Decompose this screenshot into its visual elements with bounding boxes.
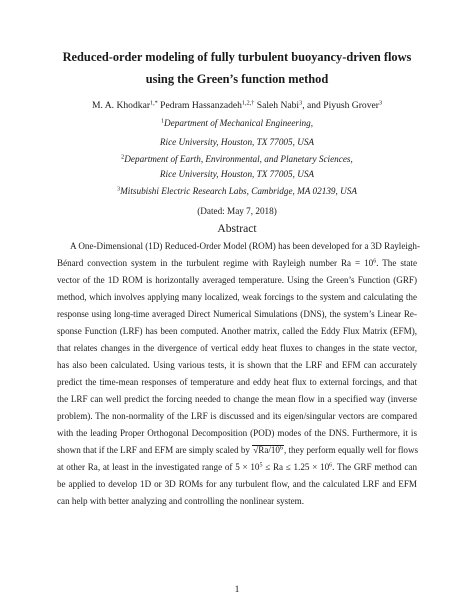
abstract-line: the LRF can well predict the forcing needed to change the mean flow in a specified way (inverse [57,394,417,404]
author-affiliation-mark: 3 [378,99,383,107]
author-name: M. A. Khodkar [91,100,151,111]
abstract-heading: Abstract [217,222,257,235]
abstract-line: that relates changes in the divergence of vertical eddy heat fluxes to changes in the state vector, [57,343,417,353]
affiliation-text: Department of Mechanical Engineering, [164,118,314,128]
author-name: Piyush Grover [323,100,379,111]
affiliation-1-line-2: Rice University, Houston, TX 77005, USA [159,137,315,147]
abstract-line: method, which involves applying many localized, weak forcings to the system and calculating the [57,292,417,302]
abstract-line: predict the time-mean responses of temperature and eddy heat flux to external forcings, and that [57,377,417,387]
abstract-line: sponse Function (LRF) has been computed. Another matrix, called the Eddy Flux Matrix (EFM), [57,326,417,336]
abstract-line: at other Ra, at least in the investigated range of $5 \times 10^5 \le Ra \le 1.25 \times 10^6$. The GRF method can [57,462,417,472]
paper-title-line-1: Reduced-order modeling of fully turbulent buoyancy-driven flows [62,50,412,64]
abstract-line: A One-Dimensional (1D) Reduced-Order Model (ROM) has been developed for a 3D Rayleigh- [70,241,421,251]
author-affiliation-mark: 1,* [150,99,158,107]
paper-title-line-2: using the Green’s function method [145,72,329,86]
abstract-line: with the leading Proper Orthogonal Decomposition (POD) modes of the DNS. Furthermore, it is [57,428,417,438]
author-list: M. A. Khodkar$^{1,*}$ Pedram Hassanzadeh$^{1,2,\dagger}$ Saleh Nabi$^3$, and Piyush Grover$^3$ [91,99,383,111]
affiliation-mark: 3 [117,185,121,193]
affiliation-1-line-1 [20,118,454,129]
affiliation-2-line-1 [20,154,454,165]
affiliation-mark: 2 [121,153,125,161]
abstract-line: response using long-time averaged Direct Numerical Simulations (DNS), the system’s Linear Re- [57,309,417,319]
page-number: 1 [234,584,240,595]
affiliation-text: Department of Earth, Environmental, and Planetary Sciences, [124,154,353,164]
affiliation-text: Mitsubishi Electric Research Labs, Cambridge, MA 02139, USA [120,186,357,196]
abstract-line: vector of the 1D ROM is horizontally averaged temperature. Using the Green’s Function (GRF) [57,275,417,285]
abstract-line: problem). The non-normality of the LRF is discussed and its eigen/singular vectors are compared [57,411,417,421]
dated-line: (Dated: May 7, 2018) [197,206,277,216]
author-affiliation-mark: 1,2,† [241,99,255,107]
affiliation-mark: 1 [160,117,165,125]
abstract-line: shown that if the LRF and EFM are simply scaled by $√Ra/10^6$, they perform equally well for flows [57,445,419,455]
affiliation-2-line-2: Rice University, Houston, TX 77005, USA [159,169,315,179]
author-name: Saleh Nabi [256,100,300,111]
abstract-line: be applied to develop 1D or 3D ROMs for any turbulent flow, and the calculated LRF and EFM [57,479,417,489]
affiliation-3-line-1 [20,186,454,197]
abstract-line: Bénard convection system in the turbulent regime with Rayleigh number $Ra = 10^6$. The state [57,258,417,268]
abstract-line: has also been calculated. Using various tests, it is shown that the LRF and EFM can accurately [57,360,417,370]
abstract-line: can help with better analyzing and controlling the nonlinear system. [57,496,304,506]
author-name: Pedram Hassanzadeh [160,100,242,111]
author-affiliation-mark: 3 [299,99,303,107]
